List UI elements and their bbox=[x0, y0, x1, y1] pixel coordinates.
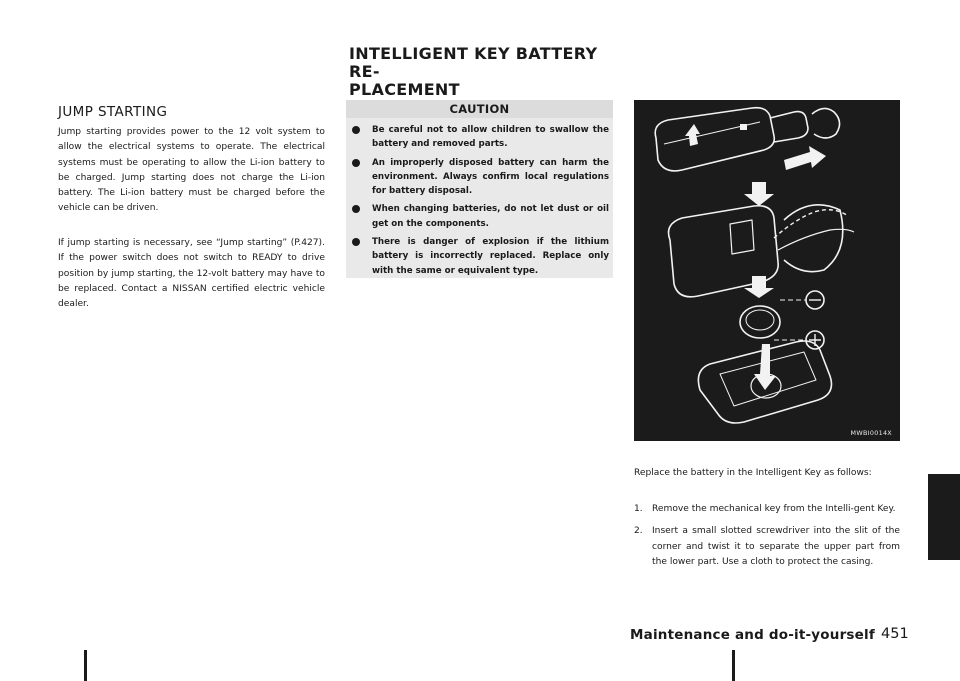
section-heading-line-1: INTELLIGENT KEY BATTERY RE- bbox=[349, 44, 598, 81]
mechanical-key-base bbox=[770, 112, 808, 142]
insert-arrow-icon bbox=[754, 344, 776, 390]
step-number: 1. bbox=[634, 504, 643, 514]
jump-starting-heading: JUMP STARTING bbox=[58, 104, 168, 120]
battery-replacement-illustration bbox=[634, 100, 900, 441]
step-number: 2. bbox=[634, 526, 643, 537]
caution-item-text: There is danger of explosion if the lithium battery is incorrectly replaced. Replace only with the same or equivalent type. bbox=[372, 237, 609, 276]
caution-item bbox=[346, 235, 613, 278]
caution-list bbox=[346, 123, 613, 282]
bullet-icon bbox=[352, 159, 360, 167]
key-fob-diagram bbox=[634, 100, 900, 441]
caution-item bbox=[346, 156, 613, 199]
section-heading-line-2: PLACEMENT bbox=[349, 80, 460, 99]
figure-code: MWBI0014X bbox=[850, 429, 892, 437]
crop-mark bbox=[84, 650, 87, 681]
replacement-intro: Replace the battery in the Intelligent Key as follows: bbox=[634, 468, 872, 478]
bullet-icon bbox=[352, 126, 360, 134]
protective-cloth bbox=[784, 205, 843, 272]
right-arrow-icon bbox=[784, 146, 826, 170]
caution-title: CAUTION bbox=[346, 100, 613, 118]
step-item bbox=[634, 502, 900, 517]
bullet-icon bbox=[352, 205, 360, 213]
caution-item bbox=[346, 202, 613, 231]
crop-mark bbox=[732, 650, 735, 681]
caution-item-text: Be careful not to allow children to swallow the battery and removed parts. bbox=[372, 125, 609, 150]
step-text: Remove the mechanical key from the Intelli-gent Key. bbox=[652, 504, 896, 514]
footer-chapter-title: Maintenance and do-it-yourself bbox=[630, 627, 875, 643]
caution-box bbox=[346, 100, 613, 278]
replacement-steps bbox=[634, 502, 900, 577]
key-ring bbox=[812, 108, 840, 138]
step-text: Insert a small slotted screwdriver into the slit of the corner and twist it to separate the upper part from the lower part. Use a cloth to protect the casing. bbox=[652, 526, 900, 567]
step-item bbox=[634, 524, 900, 570]
caution-item-text: When changing batteries, do not let dust or oil get on the components. bbox=[372, 204, 609, 229]
caution-item-text: An improperly disposed battery can harm the environment. Always confirm local regulations for battery disposal. bbox=[372, 157, 609, 197]
jump-starting-paragraph-2: If jump starting is necessary, see “Jump starting” (P.427). If the power switch does not switch to READY to drive position by jump starting, the 12-volt battery may have to be replaced. Contact a NISSAN certified electric vehicle dealer. bbox=[58, 238, 325, 310]
chapter-tab bbox=[928, 474, 960, 560]
jump-starting-paragraph-1: Jump starting provides power to the 12 volt system to allow the electrical systems to operate. The electrical systems must be operating to allow the Li-ion battery to be charged. Jump starting does not charge the Li-ion battery. The Li-ion battery must be charged before the vehicle can be driven. bbox=[58, 127, 325, 214]
page-number: 451 bbox=[881, 626, 909, 642]
down-arrow-icon bbox=[744, 182, 774, 206]
up-arrow-icon bbox=[685, 124, 700, 146]
bullet-icon bbox=[352, 238, 360, 246]
fob-upper-shell bbox=[655, 108, 774, 171]
section-heading bbox=[349, 45, 629, 99]
caution-item bbox=[346, 123, 613, 152]
